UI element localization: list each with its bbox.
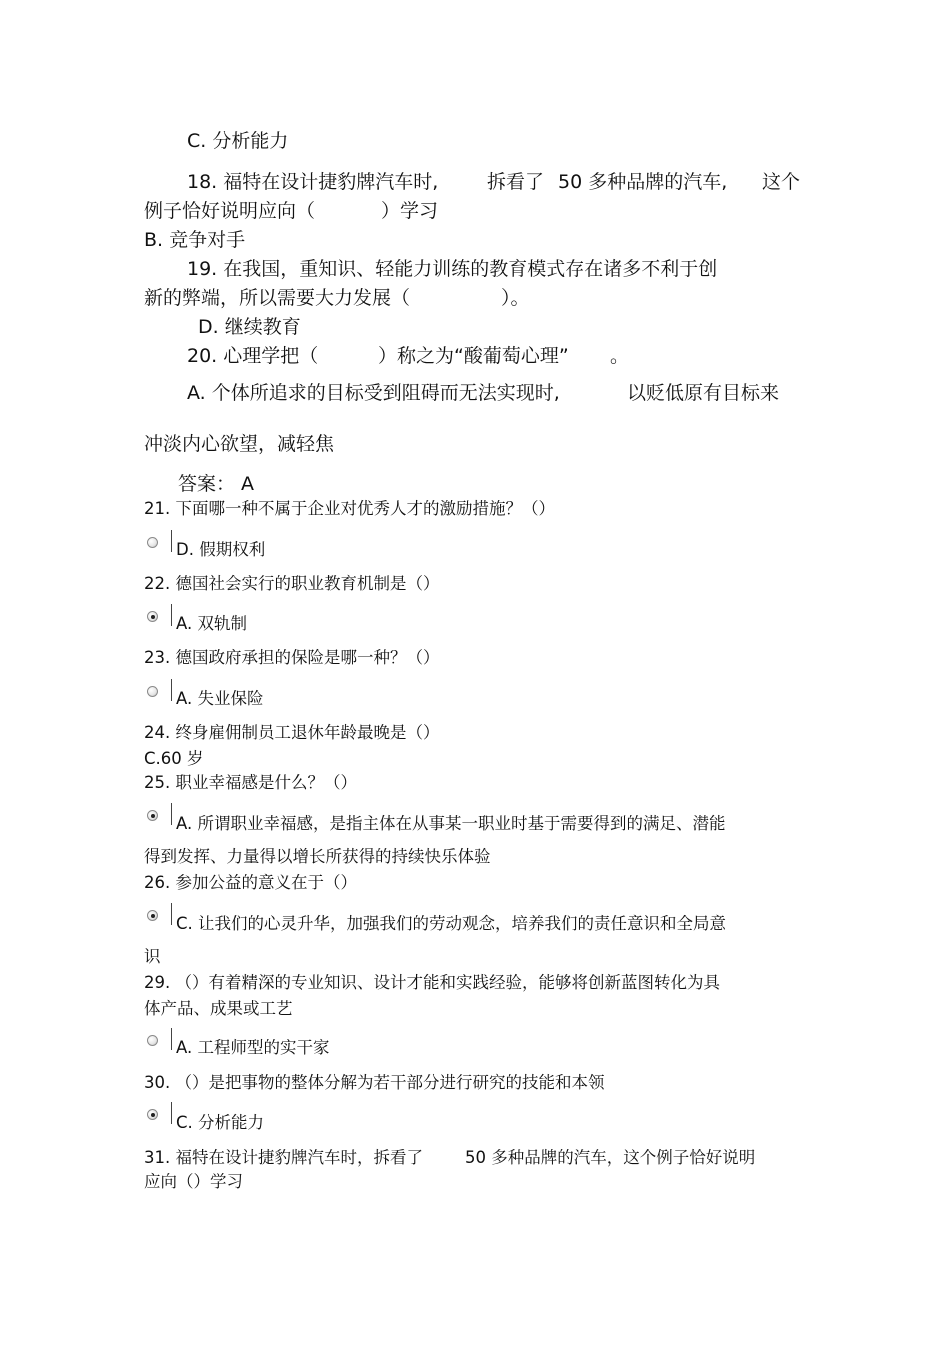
q19-text-line2a: 新的弊端，所以需要大力发展（ [144, 287, 411, 309]
answer-divider [171, 604, 172, 626]
q30-answer: C. 分析能力 [176, 1113, 265, 1132]
q29-question-line2: 体产品、成果或工艺 [144, 999, 293, 1018]
q26-radio[interactable] [147, 910, 158, 921]
q25-answer: A. 所谓职业幸福感，是指主体在从事某一职业时基于需要得到的满足、潜能 [176, 814, 726, 833]
q23-radio[interactable] [147, 686, 158, 697]
q23-answer: A. 失业保险 [176, 689, 264, 708]
q18-text-line2b: ）学习 [381, 200, 439, 222]
q24-answer: C.60 岁 [144, 749, 204, 768]
q18-text-line2a: 例子恰好说明应向（ [144, 200, 316, 222]
q29-answer: A. 工程师型的实干家 [176, 1038, 330, 1057]
answer-divider [171, 679, 172, 701]
option-c-analysis: C. 分析能力 [187, 130, 289, 152]
q18-answer: B. 竞争对手 [144, 229, 246, 251]
q22-answer: A. 双轨制 [176, 614, 247, 633]
q21-question: 21. 下面哪一种不属于企业对优秀人才的激励措施？（） [144, 499, 555, 518]
answer-divider [171, 803, 172, 825]
q24-question: 24. 终身雇佣制员工退休年龄最晚是（） [144, 723, 440, 742]
q18-text-a: 18. 福特在设计捷豹牌汽车时, [187, 171, 439, 193]
q31-question-line2: 应向（）学习 [144, 1172, 243, 1191]
q18-text-c: 50 多种品牌的汽车, [558, 171, 728, 193]
answer-divider [171, 530, 172, 552]
q20-answer-line2: 冲淡内心欲望，减轻焦 [144, 433, 335, 455]
q29-radio[interactable] [147, 1035, 158, 1046]
q23-question: 23. 德国政府承担的保险是哪一种？（） [144, 648, 440, 667]
q19-text: 19. 在我国，重知识、轻能力训练的教育模式存在诸多不利于创 [187, 258, 718, 280]
q30-radio[interactable] [147, 1109, 158, 1120]
q20-text-b: ）称之为“酸葡萄心理” [378, 345, 569, 367]
q26-question: 26. 参加公益的意义在于（） [144, 873, 357, 892]
answer-divider [171, 1028, 172, 1050]
q21-radio[interactable] [147, 537, 158, 548]
q29-question: 29. （）有着精深的专业知识、设计才能和实践经验，能够将创新蓝图转化为具 [144, 973, 720, 992]
q22-radio[interactable] [147, 611, 158, 622]
q20-answer-b: 以贬低原有目标来 [627, 382, 780, 404]
q30-question: 30. （）是把事物的整体分解为若干部分进行研究的技能和本领 [144, 1073, 605, 1092]
q20-answer-a: A. 个体所追求的目标受到阻碍而无法实现时, [187, 382, 560, 404]
q25-answer-line2: 得到发挥、力量得以增长所获得的持续快乐体验 [144, 847, 491, 866]
q18-text-b: 拆看了 [487, 171, 545, 193]
q21-answer: D. 假期权利 [176, 540, 266, 559]
q20-text-a: 20. 心理学把（ [187, 345, 319, 367]
answer-divider [171, 1102, 172, 1124]
q31-question-b: 50 多种品牌的汽车，这个例子恰好说明 [465, 1148, 756, 1167]
answer-divider [171, 903, 172, 925]
q20-text-c: 。 [610, 345, 630, 367]
q25-question: 25. 职业幸福感是什么？（） [144, 773, 357, 792]
q25-radio[interactable] [147, 810, 158, 821]
q19-text-line2b: ）。 [501, 287, 530, 309]
q22-question: 22. 德国社会实行的职业教育机制是（） [144, 574, 440, 593]
q18-text-d: 这个 [762, 171, 801, 193]
q20-answer-key: 答案： A [178, 473, 255, 495]
q26-answer: C. 让我们的心灵升华，加强我们的劳动观念，培养我们的责任意识和全局意 [176, 914, 727, 933]
q19-answer: D. 继续教育 [198, 316, 301, 338]
q26-answer-line2: 识 [144, 947, 161, 966]
q31-question-a: 31. 福特在设计捷豹牌汽车时，拆看了 [144, 1148, 423, 1167]
